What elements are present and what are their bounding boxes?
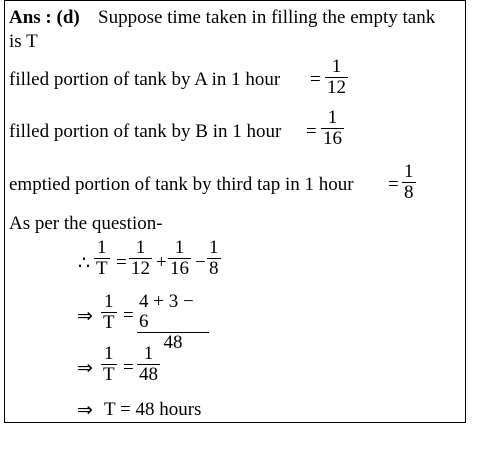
step2-lhs-numerator: 1 xyxy=(104,291,114,312)
step1-plus: + xyxy=(156,252,167,273)
step1-term3-numerator: 1 xyxy=(209,237,219,258)
implies-arrow-icon: ⇒ xyxy=(77,357,93,379)
answer-label: Ans : (d) xyxy=(9,7,80,28)
final-result: T = 48 hours xyxy=(104,399,202,420)
line-b-equals: = xyxy=(306,121,317,142)
step1-term1-numerator: 1 xyxy=(135,237,146,258)
step1-term3-denominator: 8 xyxy=(209,258,219,279)
implies-arrow-icon: ⇒ xyxy=(77,305,93,327)
intro-line-1: Suppose time taken in filling the empty tank xyxy=(98,7,436,28)
line-a-denominator: 12 xyxy=(327,77,346,98)
line-c-fraction xyxy=(402,162,416,203)
step2-equals: = xyxy=(123,305,134,326)
line-b-text: filled portion of tank by B in 1 hour xyxy=(9,121,282,142)
line-c-numerator: 1 xyxy=(404,161,414,182)
step3-lhs-fraction xyxy=(101,344,117,385)
step2-lhs-fraction xyxy=(101,292,117,333)
solution-box xyxy=(4,0,466,423)
implies-arrow-icon: ⇒ xyxy=(77,399,93,421)
line-a-numerator: 1 xyxy=(331,56,342,77)
therefore-symbol: ∴ xyxy=(78,252,91,274)
step1-term1-denominator: 12 xyxy=(131,258,150,279)
step3-lhs-numerator: 1 xyxy=(104,343,114,364)
question-heading: As per the question- xyxy=(9,213,163,234)
step1-term2-denominator: 16 xyxy=(170,258,189,279)
step1-term2-fraction xyxy=(168,238,191,279)
step3-equals: = xyxy=(123,357,134,378)
step1-equals: = xyxy=(116,252,127,273)
step2-rhs-denominator: 48 xyxy=(163,332,183,353)
step1-minus: − xyxy=(195,252,206,273)
step3-rhs-numerator: 1 xyxy=(143,343,154,364)
step3-lhs-denominator: T xyxy=(103,364,115,385)
step2-lhs-denominator: T xyxy=(103,312,115,333)
line-c-denominator: 8 xyxy=(404,182,414,203)
step1-term1-fraction xyxy=(129,238,152,279)
line-a-equals: = xyxy=(310,69,321,90)
line-c-text: emptied portion of tank by third tap in 1 hour xyxy=(9,174,354,195)
step1-lhs-numerator: 1 xyxy=(97,237,107,258)
step3-rhs-fraction xyxy=(137,344,160,385)
step1-term2-numerator: 1 xyxy=(174,237,185,258)
line-b-denominator: 16 xyxy=(323,128,342,149)
line-b-numerator: 1 xyxy=(327,107,338,128)
line-b-fraction xyxy=(321,108,344,149)
intro-line-2: is T xyxy=(9,31,38,52)
line-c-equals: = xyxy=(388,174,399,195)
line-a-fraction xyxy=(325,57,348,98)
step1-lhs-fraction xyxy=(94,238,110,279)
step1-lhs-denominator: T xyxy=(96,258,108,279)
step3-rhs-denominator: 48 xyxy=(139,364,158,385)
line-a-text: filled portion of tank by A in 1 hour xyxy=(9,69,281,90)
step1-term3-fraction xyxy=(207,238,221,279)
step2-rhs-numerator: 4 + 3 − 6 xyxy=(139,291,194,332)
